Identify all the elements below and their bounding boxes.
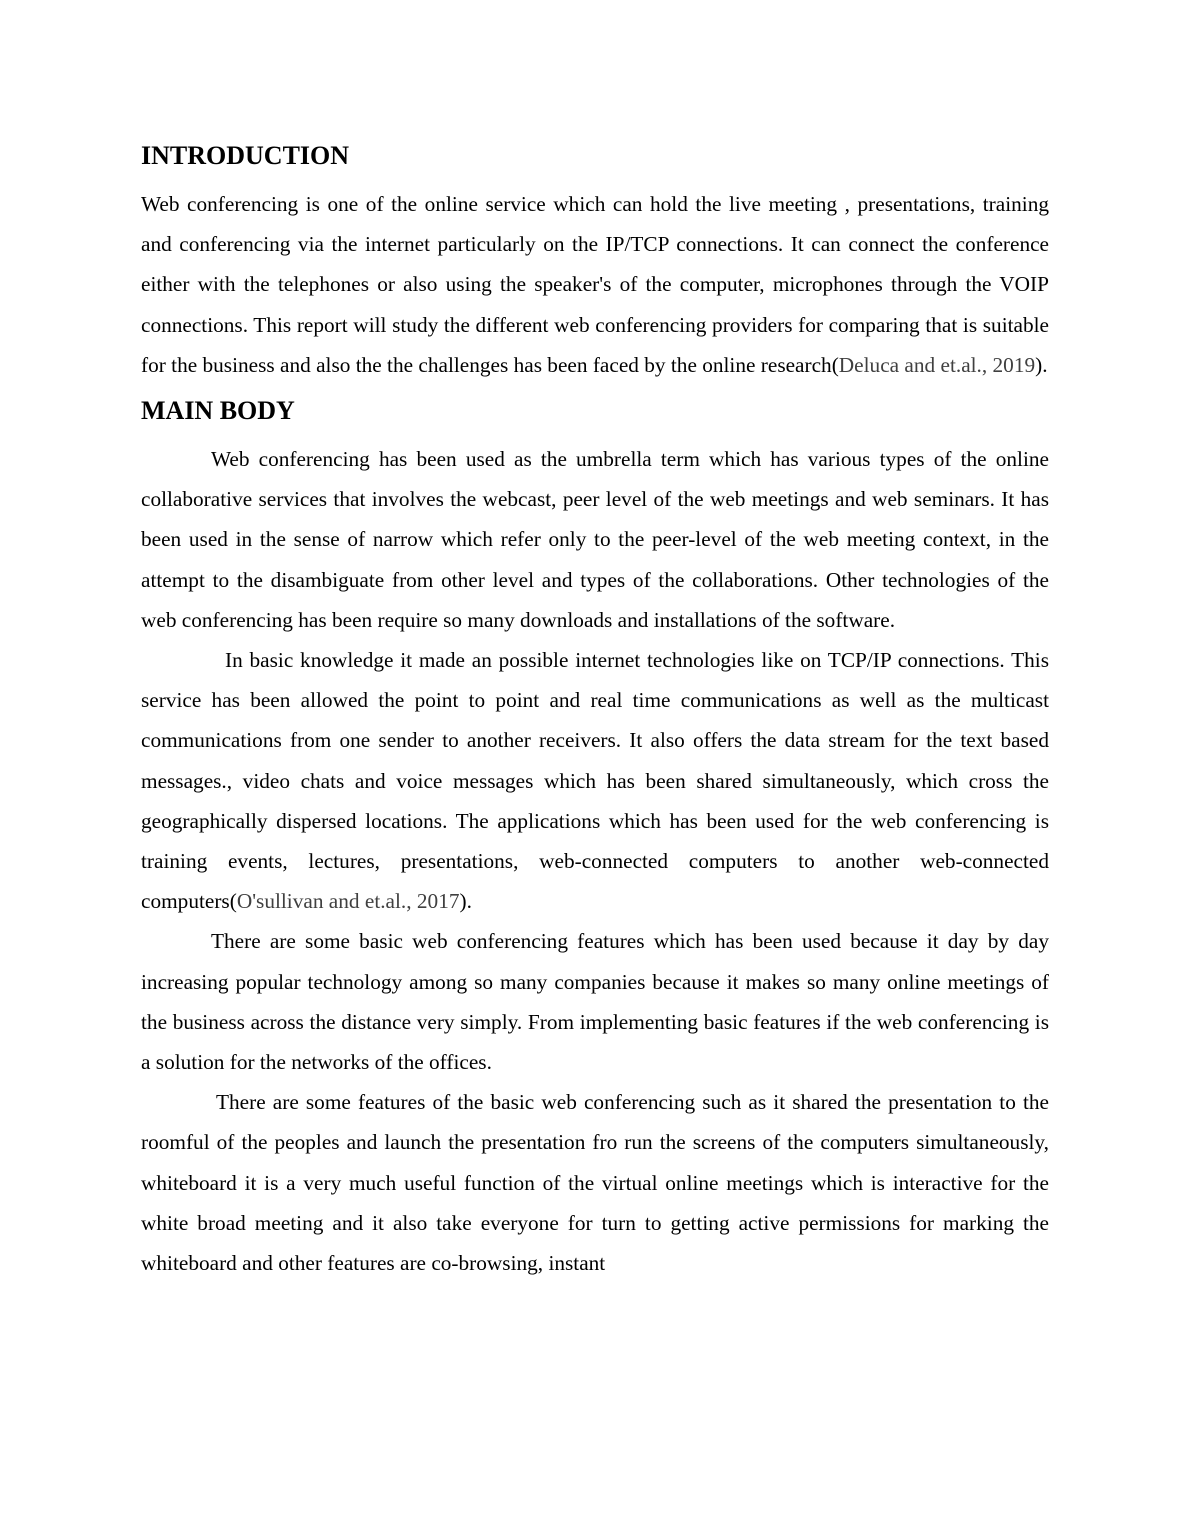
main-body-paragraph-1: Web conferencing has been used as the umbrella term which has various types of the online collaborative services that involves the webcast, peer level of the web meetings and web seminars. It has been used in the sense of narrow which refer only to the peer-level of the web meeting context, in the attempt to the disambiguate from other level and types of the collaborations. Other technologies of the web conferencing has been require so many downloads and installations of the software. (141, 447, 1049, 632)
introduction-heading: INTRODUCTION (141, 141, 350, 170)
introduction-citation-close: ). (1035, 352, 1048, 377)
paragraph-2-citation: O'sullivan and et.al., 2017 (236, 889, 460, 914)
document-content (141, 140, 1049, 1283)
main-body-paragraph-3: There are some basic web conferencing features which has been used because it day by day increasing popular technology among so many companies because it makes so many online meetings of the business across the distance very simply. From implementing basic features if the web conferencing is a solution for the networks of the offices. (141, 929, 1049, 1075)
paragraph-2-citation-close: ). (459, 889, 472, 914)
introduction-citation: Deluca and et.al., 2019 (838, 352, 1036, 377)
main-body-paragraph-2 (141, 640, 1049, 921)
introduction-text: Web conferencing is one of the online service which can hold the live meeting , presentations, training and conferencing via the internet particularly on the IP/TCP connections. It can connect the conference either with the telephones or also using the speaker's of the computer, microphones through the VOIP connections. This report will study the different web conferencing providers for comparing that is suitable for the business and also the the challenges has been faced by the online research( (141, 192, 1049, 377)
paragraph-2-text: In basic knowledge it made an possible internet technologies like on TCP/IP connections. This service has been allowed the point to point and real time communications as well as the multicast communications from one sender to another receivers. It also offers the data stream for the text based messages., video chats and voice messages which has been shared simultaneously, which cross the geographically dispersed locations. The applications which has been used for the web conferencing is training events, lectures, presentations, web-connected computers to another web-connected computers( (141, 648, 1049, 914)
main-body-paragraph-4: There are some features of the basic web conferencing such as it shared the presentation to the roomful of the peoples and launch the presentation fro run the screens of the computers simultaneously, whiteboard it is a very much useful function of the virtual online meetings which is interactive for the white broad meeting and it also take everyone for turn to getting active permissions for marking the whiteboard and other features are co-browsing, instant (141, 1090, 1049, 1276)
main-body-heading: MAIN BODY (141, 396, 295, 426)
introduction-paragraph (141, 184, 1049, 385)
